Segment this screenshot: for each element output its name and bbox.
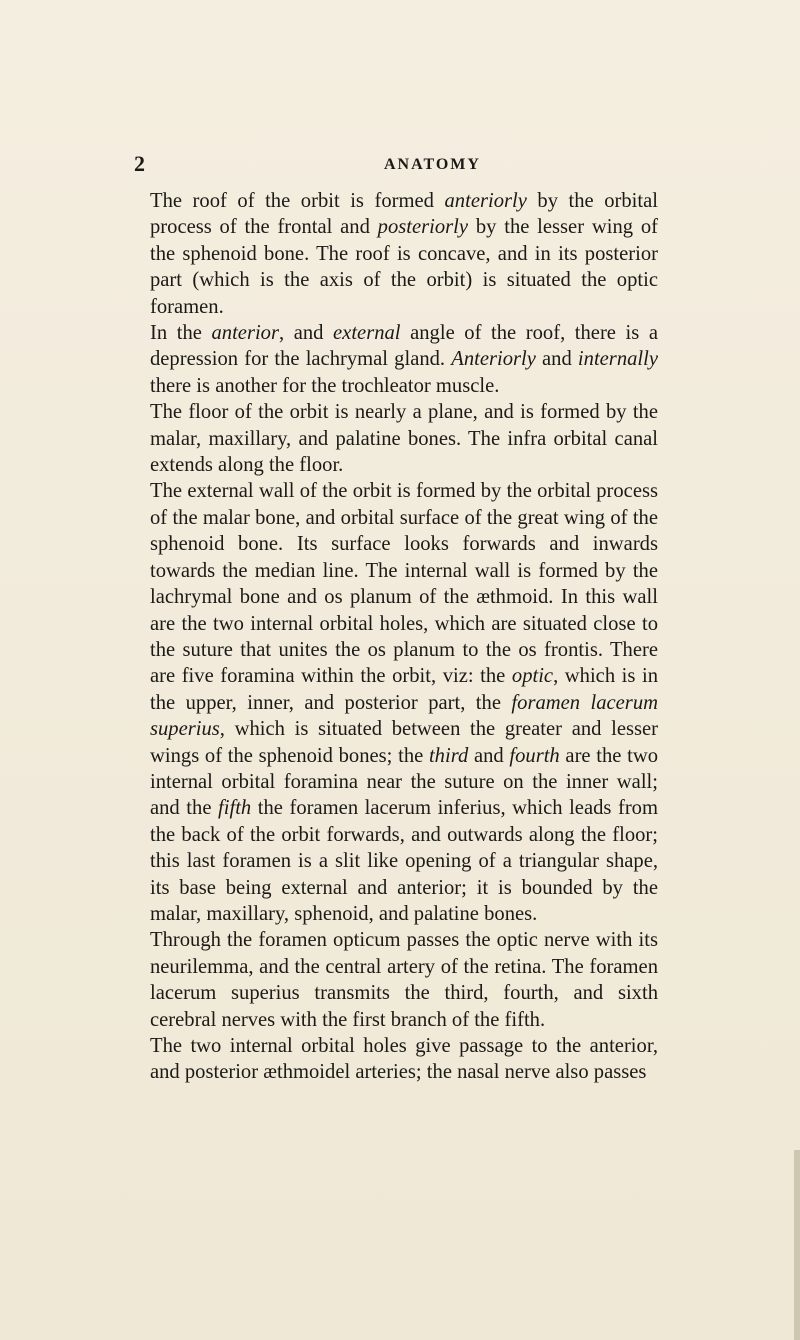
page-edge [794,1150,800,1340]
emphasis: optic [511,665,554,688]
body-text [150,188,658,1086]
paragraph: The external wall of the orbit is formed by the orbital process of the malar bone, and orbital surface of the great wing of the sphenoid bone. Its surface looks forwards and inwards towards the median line. The internal wall is formed by the lachrymal bone and os planum of the æthmoid. In this wall are the two internal orbital holes, which are situated close to the suture that unites the os planum to the os frontis. There are five foramina within the orbit, viz: the optic, which is in the upper, inner, and posterior part, the foramen lacerum superius, which is situated between the greater and lesser wings of the sphenoid bones; the third and fourth are the two internal orbital foramina near the suture on the inner wall; and the fifth the foramen lacerum inferius, which leads from the back of the orbit forwards, and outwards along the floor; this last foramen is a slit like opening of a triangular shape, its base being external and anterior; it is bounded by the malar, maxillary, sphenoid, and palatine bones. [150,480,659,925]
emphasis: external [333,322,401,345]
paragraph: In the anterior, and external angle of the roof, there is a depression for the lachrymal gland. Anteriorly and internally there is another for the trochleator muscle. [150,322,658,397]
running-head: ANATOMY [384,156,481,173]
emphasis: posteriorly [377,216,469,239]
page-header [134,152,674,176]
emphasis: fifth [218,797,252,820]
emphasis: anterior [211,322,279,345]
emphasis: anteriorly [444,190,527,212]
page-number: 2 [134,151,145,176]
emphasis: third [428,744,469,767]
paragraph: The roof of the orbit is formed anteriorly by the orbital process of the frontal and posteriorly by the lesser wing of the sphenoid bone. The roof is concave, and in its posterior part (which is the axis of the orbit) is situated the optic foramen. [150,190,658,318]
emphasis: Anteriorly [451,348,536,371]
emphasis: internally [577,348,658,371]
paragraph: Through the foramen opticum passes the optic nerve with its neurilemma, and the central artery of the retina. The foramen lacerum superius transmits the third, fourth, and sixth cerebral nerves with the first branch of the fifth. [150,929,658,1031]
paragraph: The floor of the orbit is nearly a plane, and is formed by the malar, maxillary, and palatine bones. The infra orbital canal extends along the floor. [150,401,658,477]
emphasis: fourth [509,744,560,767]
paragraph: The two internal orbital holes give passage to the anterior, and posterior æthmoidel arteries; the nasal nerve also passes [150,1035,658,1084]
emphasis: foramen lacerum superius [150,691,658,741]
